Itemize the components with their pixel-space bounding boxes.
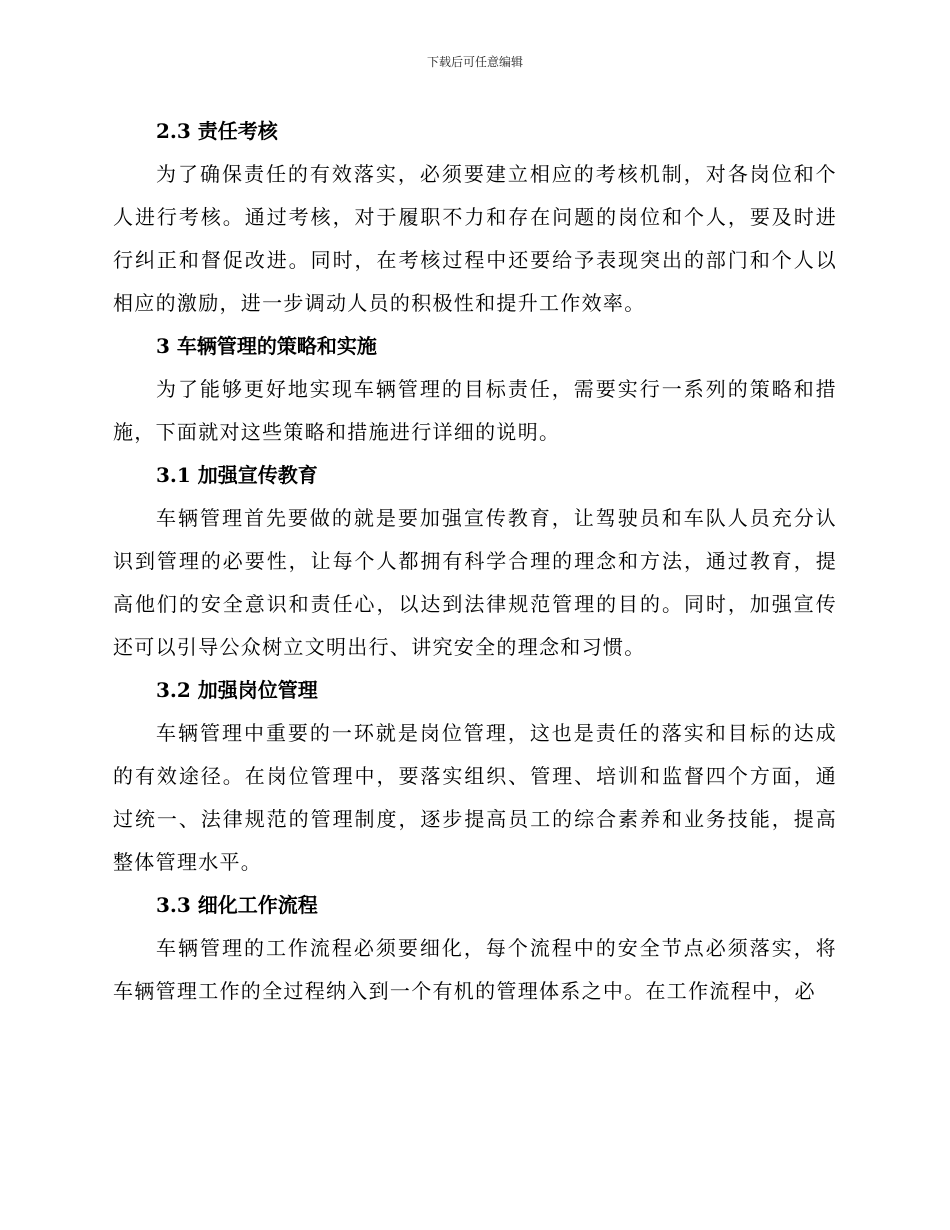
section-heading: 3.1 加强宣传教育 — [156, 463, 318, 487]
section-3 — [113, 325, 837, 454]
section-heading: 3.3 细化工作流程 — [156, 893, 318, 917]
section-3-2 — [113, 669, 837, 884]
section-heading: 3 车辆管理的策略和实施 — [156, 334, 377, 358]
section-paragraph: 车辆管理中重要的一环就是岗位管理，这也是责任的落实和目标的达成的有效途径。在岗位管理中，要落实组织、管理、培训和监督四个方面，通过统一、法律规范的管理制度，逐步提高员工的综合素养和业务技能，提高整体管理水平。 — [113, 721, 837, 874]
section-paragraph: 为了确保责任的有效落实，必须要建立相应的考核机制，对各岗位和个人进行考核。通过考核，对于履职不力和存在问题的岗位和个人，要及时进行纠正和督促改进。同时，在考核过程中还要给予表现突出的部门和个人以相应的激励，进一步调动人员的积极性和提升工作效率。 — [113, 162, 837, 315]
page-header: 下载后可任意编辑 — [426, 55, 523, 69]
section-3-1 — [113, 454, 837, 669]
document-body — [113, 110, 837, 1013]
section-2-3 — [113, 110, 837, 325]
section-paragraph: 为了能够更好地实现车辆管理的目标责任，需要实行一系列的策略和措施，下面就对这些策略和措施进行详细的说明。 — [113, 377, 837, 444]
section-paragraph: 车辆管理的工作流程必须要细化，每个流程中的安全节点必须落实，将车辆管理工作的全过程纳入到一个有机的管理体系之中。在工作流程中，必 — [113, 936, 837, 1003]
section-heading: 3.2 加强岗位管理 — [156, 678, 318, 702]
section-paragraph: 车辆管理首先要做的就是要加强宣传教育，让驾驶员和车队人员充分认识到管理的必要性，让每个人都拥有科学合理的理念和方法，通过教育，提高他们的安全意识和责任心，以达到法律规范管理的目的。同时，加强宣传还可以引导公众树立文明出行、讲究安全的理念和习惯。 — [113, 506, 837, 659]
section-heading: 2.3 责任考核 — [156, 119, 278, 143]
section-3-3 — [113, 884, 837, 1013]
